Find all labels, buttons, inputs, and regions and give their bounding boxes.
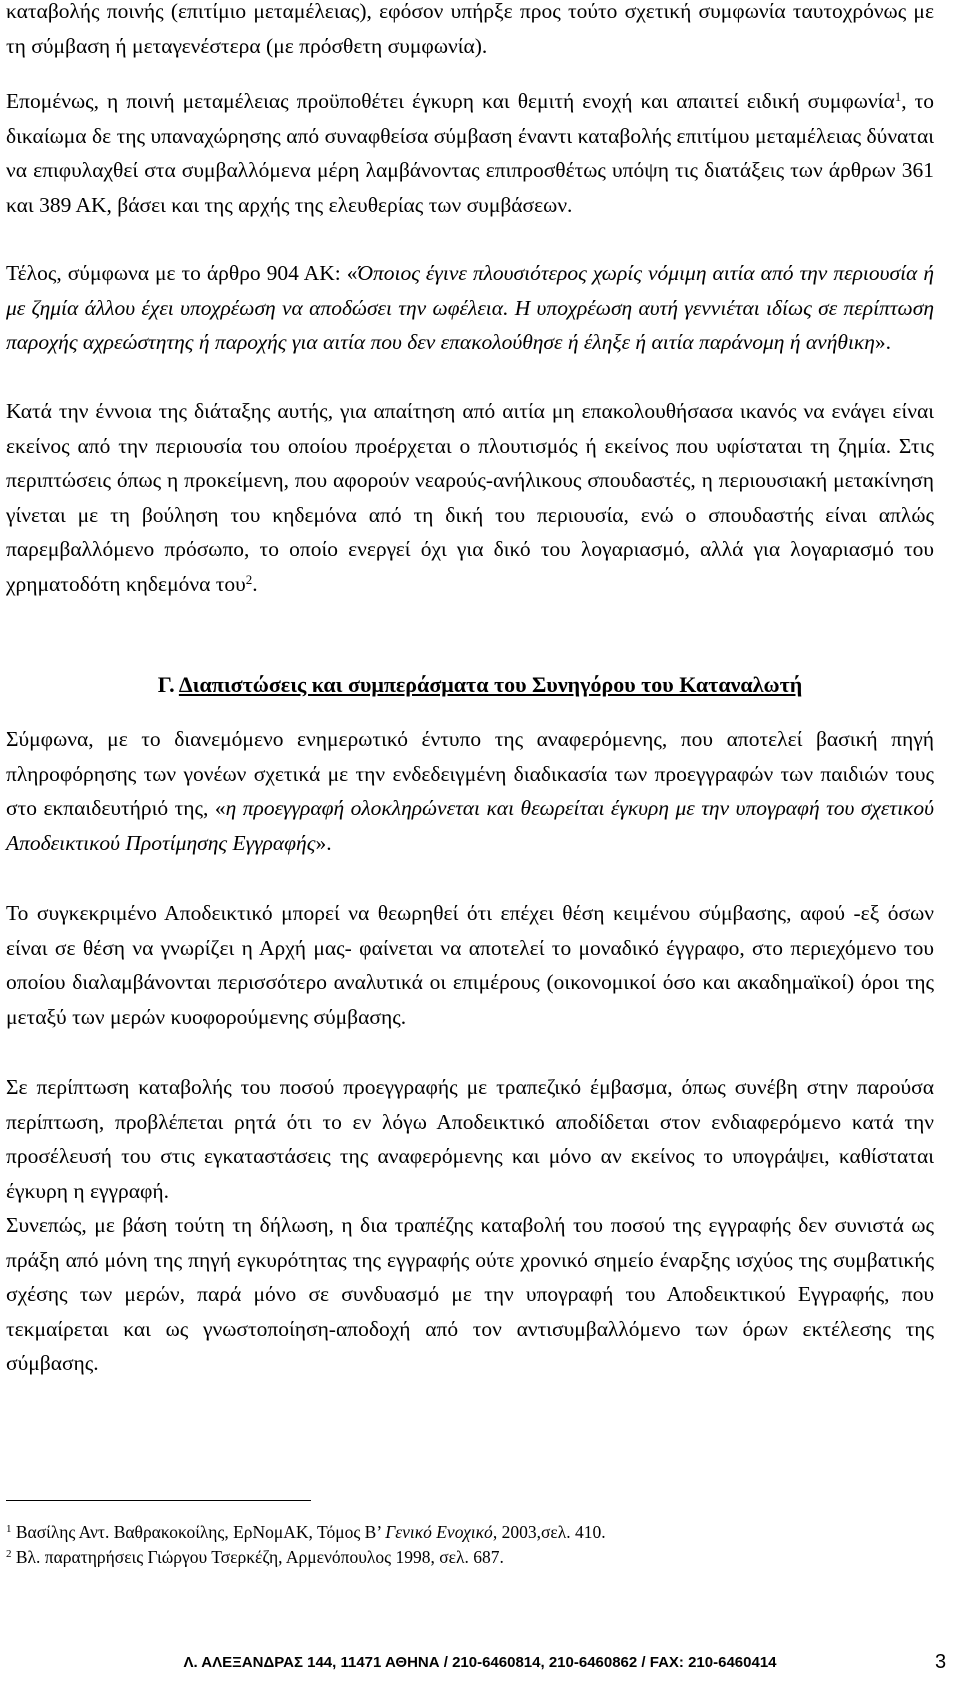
paragraph-brochure xyxy=(6,722,934,860)
section-heading-prefix: Γ. xyxy=(157,672,179,697)
footnote-number: 1 xyxy=(6,1523,12,1535)
paragraph-bank-transfer: Σε περίπτωση καταβολής του ποσού προεγγραφής με τραπεζικό έμβασμα, όπως συνέβη στην παρούσα περίπτωση, προβλέπεται ρητά ότι το εν λόγω Αποδεικτικό αποδίδεται στον ενδιαφερόμενο κατά την προσέλευσή του στις εγκαταστάσεις της αναφερόμενης και μόνο αν εκείνος το υπογράψει, καθίσταται έγκυρη η εγγραφή. xyxy=(6,1075,934,1203)
paragraph-enrichment-claim xyxy=(6,394,934,601)
paragraph-text: Σύμφωνα, με το διανεμόμενο ενημερωτικό έντυπο της αναφερόμενης, που αποτελεί βασική πηγή πληροφόρησης των γονέων σχετικά με την ενδεδειγμένη διαδικασία των προεγγραφών των παιδιών τους στο εκπαιδευτήριό της, « xyxy=(6,727,934,820)
section-heading xyxy=(0,668,960,702)
paragraph-article-904 xyxy=(6,256,934,360)
paragraph-conclusion: Συνεπώς, με βάση τούτη τη δήλωση, η δια τραπέζης καταβολή του ποσού της εγγραφής δεν συνιστά ως πράξη από μόνη της πηγή εγκυρότητας της εγγραφής ούτε χρονικό σημείο έναρξης ισχύος της συμβατικής σχέσης των μερών, παρά μόνο σε συνδυασμό με την υπογραφή του Αποδεικτικού Εγγραφής, που τεκμαίρεται και ως γνωστοποίηση-αποδοχή από τον αντισυμβαλλόμενο των όρων εκτέλεσης της σύμβασης. xyxy=(6,1213,934,1375)
paragraph-text: ». xyxy=(874,330,892,354)
section-heading-title: Διαπιστώσεις και συμπεράσματα του Συνηγόρου του Καταναλωτή xyxy=(178,672,803,697)
paragraph-repentance-penalty xyxy=(6,84,934,222)
paragraph-text: . xyxy=(252,571,258,596)
paragraph-text: Επομένως, η ποινή μεταμέλειας προϋποθέτει έγκυρη και θεμιτή ενοχή και απαιτεί ειδική συμφωνία xyxy=(6,89,895,113)
footnote-text: Βλ. παρατηρήσεις Γιώργου Τσερκέζη, Αρμενόπουλος 1998, σελ. 687. xyxy=(11,1547,504,1567)
footnote-text: Βασίλης Αντ. Βαθρακοκοίλης, ΕρΝομΑΚ, Τόμος Β’ xyxy=(11,1522,386,1542)
footnote-2 xyxy=(6,1545,936,1569)
footnote-text: , 2003,σελ. 410. xyxy=(492,1522,606,1542)
paragraph-text: ». xyxy=(315,830,332,855)
page-number: 3 xyxy=(935,1651,947,1673)
quoted-brochure-text: η προεγγραφή ολοκληρώνεται και θεωρείται έγκυρη με την υπογραφή του σχετικού Αποδεικτικού Προτίμησης Εγγραφής xyxy=(6,796,934,855)
page-footer-address: Λ. ΑΛΕΞΑΝΔΡΑΣ 144, 11471 ΑΘΗΝΑ / 210-6460814, 210-6460862 / FAX: 210-6460414 xyxy=(183,1654,777,1671)
footnote-ref-1[interactable]: 1 xyxy=(894,89,902,104)
footnote-ref-2[interactable]: 2 xyxy=(245,571,253,587)
footnote-1 xyxy=(6,1520,936,1544)
footnote-separator xyxy=(6,1500,311,1501)
paragraph-text: Κατά την έννοια της διάταξης αυτής, για απαίτηση από αιτία μη επακολουθήσασα ικανός να ενάγει είναι εκείνος από την περιουσία του οποίου προέρχεται ο πλουτισμός ή εκείνος που υφίσταται τη ζημία. Στις περιπτώσεις όπως η προκείμενη, που αφορούν νεαρούς-ανήλικους σπουδαστές, η περιουσιακή μετακίνηση γίνεται με τη βούληση του κηδεμόνα από τη δική του περιουσία, ενώ ο σπουδαστής είναι απλώς παρεμβαλλόμενο πρόσωπο, το οποίο ενεργεί όχι για δικό του λογαριασμό, αλλά για λογαριασμό του χρηματοδότη κηδεμόνα του xyxy=(6,399,934,596)
footnote-number: 2 xyxy=(6,1548,12,1560)
paragraph-penalty-intro: καταβολής ποινής (επιτίμιο μεταμέλειας), εφόσον υπήρξε προς τούτο σχετική συμφωνία ταυτοχρόνως με τη σύμβαση ή μεταγενέστερα (με πρόσθετη συμφωνία). xyxy=(6,0,934,58)
paragraph-text: Τέλος, σύμφωνα με το άρθρο 904 ΑΚ: « xyxy=(6,261,358,285)
quoted-law-text: Όποιος έγινε πλουσιότερος χωρίς νόμιμη αιτία από την περιουσία ή με ζημία άλλου έχει υποχρέωση να αποδώσει την ωφέλεια. Η υποχρέωση αυτή γεννιέται ιδίως σε περίπτωση παροχής αχρεώστητης ή παροχής για αιτία που δεν επακολούθησε ή έληξε ή αιτία παράνομη ή ανήθικη xyxy=(6,261,934,354)
footnote-book-title: Γενικό Ενοχικό xyxy=(385,1522,493,1542)
paragraph-text: , το δικαίωμα δε της υπαναχώρησης από συναφθείσα σύμβαση έναντι καταβολής επιτίμου μεταμέλειας δύναται να επιφυλαχθεί στα συμβαλλόμενα μέρη λαμβάνοντας επιπροσθέτως υπόψη τις διατάξεις των άρθρων 361 και 389 ΑΚ, βάσει και της αρχής της ελευθερίας των συμβάσεων. xyxy=(6,89,934,217)
paragraph-certificate: Το συγκεκριμένο Αποδεικτικό μπορεί να θεωρηθεί ότι επέχει θέση κειμένου σύμβασης, αφού -εξ όσων είναι σε θέση να γνωρίζει η Αρχή μας- φαίνεται να αποτελεί το μοναδικό έγγραφο, στο περιεχόμενο του οποίου διαλαμβάνονται περισσότερο αναλυτικά οι επιμέρους (οικονομικοί όσο και ακαδημαϊκοί) όροι της μεταξύ των μερών κυοφορούμενης σύμβασης. xyxy=(6,901,934,1029)
